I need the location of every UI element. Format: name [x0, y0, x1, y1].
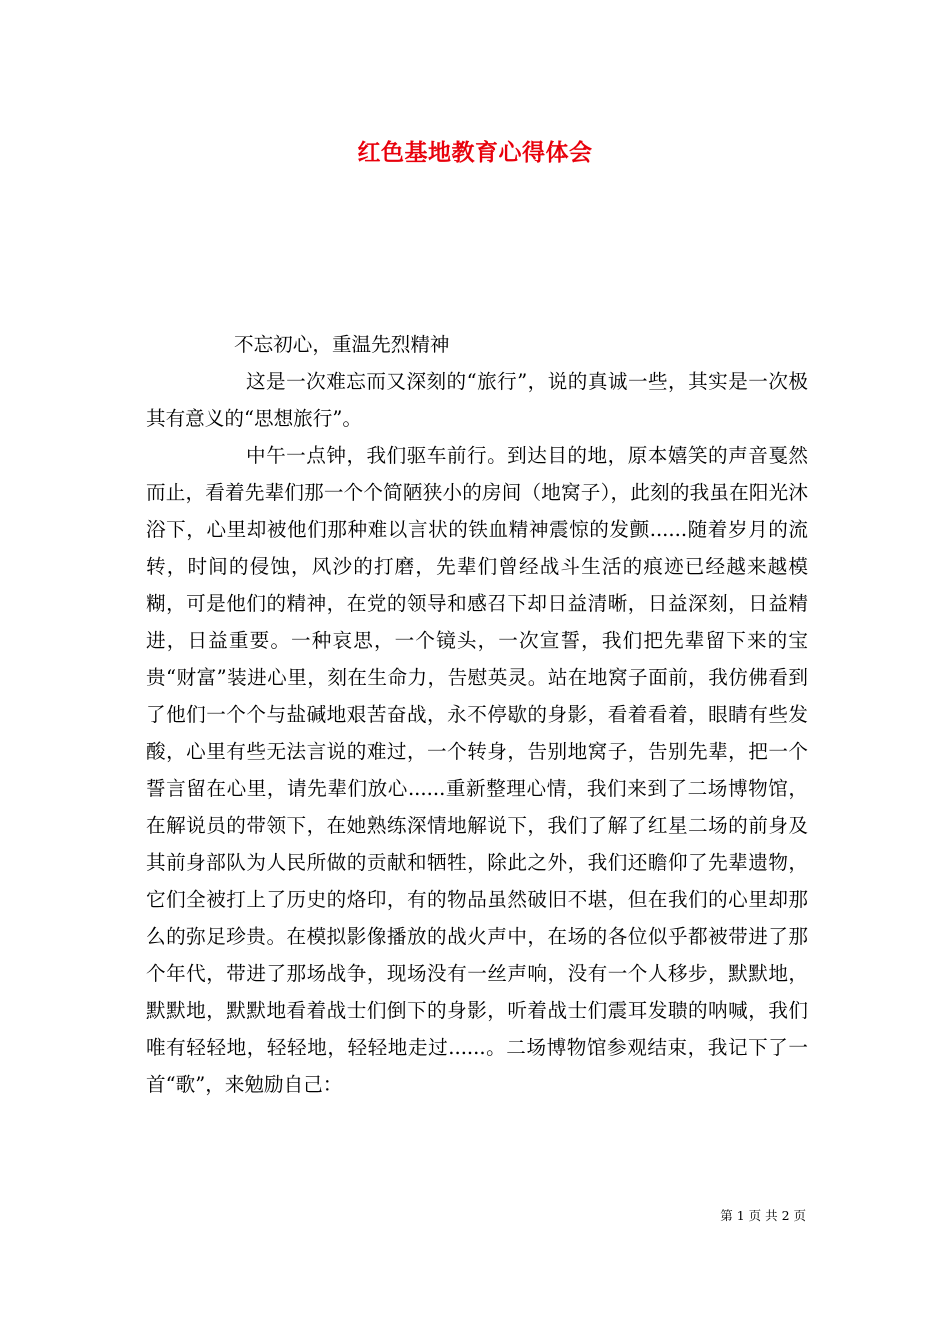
- paragraph-1: 这是一次难忘而又深刻的“旅行”，说的真诚一些，其实是一次极其有意义的“思想旅行”。: [146, 370, 808, 430]
- page-number: 第 1 页 共 2 页: [720, 1208, 806, 1223]
- paragraph-2: 中午一点钟，我们驱车前行。到达目的地，原本嬉笑的声音戛然而止，看着先辈们那一个个简陋狭小的房间（地窝子），此刻的我虽在阳光沐浴下，心里却被他们那种难以言状的铁血精神震惊的发颤......随着岁月的流转，时间的侵蚀，风沙的打磨，先辈们曾经战斗生活的痕迹已经越来越模糊，可是他们的精神，在党的领导和感召下却日益清晰，日益深刻，日益精进，日益重要。一种哀思，一个镜头，一次宣誓，我们把先辈留下来的宝贵“财富”装进心里，刻在生命力，告慰英灵。站在地窝子面前，我仿佛看到了他们一个个与盐碱地艰苦奋战，永不停歇的身影，看着看着，眼睛有些发酸，心里有些无法言说的难过，一个转身，告别地窝子，告别先辈，把一个誓言留在心里，请先辈们放心......重新整理心情，我们来到了二场博物馆，在解说员的带领下，在她熟练深情地解说下，我们了解了红星二场的前身及其前身部队为人民所做的贡献和牺牲，除此之外，我们还瞻仰了先辈遗物，它们全被打上了历史的烙印，有的物品虽然破旧不堪，但在我们的心里却那么的弥足珍贵。在模拟影像播放的战火声中，在场的各位似乎都被带进了那个年代，带进了那场战争，现场没有一丝声响，没有一个人移步，默默地，默默地，默默地看着战士们倒下的身影，听着战士们震耳发聩的呐喊，我们唯有轻轻地，轻轻地，轻轻地走过......。二场博物馆参观结束，我记下了一首“歌”，来勉励自己：: [146, 444, 808, 1096]
- document-body: [146, 326, 808, 1103]
- document-title: 红色基地教育心得体会: [357, 139, 593, 166]
- document-subtitle: 不忘初心，重温先烈精神: [234, 333, 450, 356]
